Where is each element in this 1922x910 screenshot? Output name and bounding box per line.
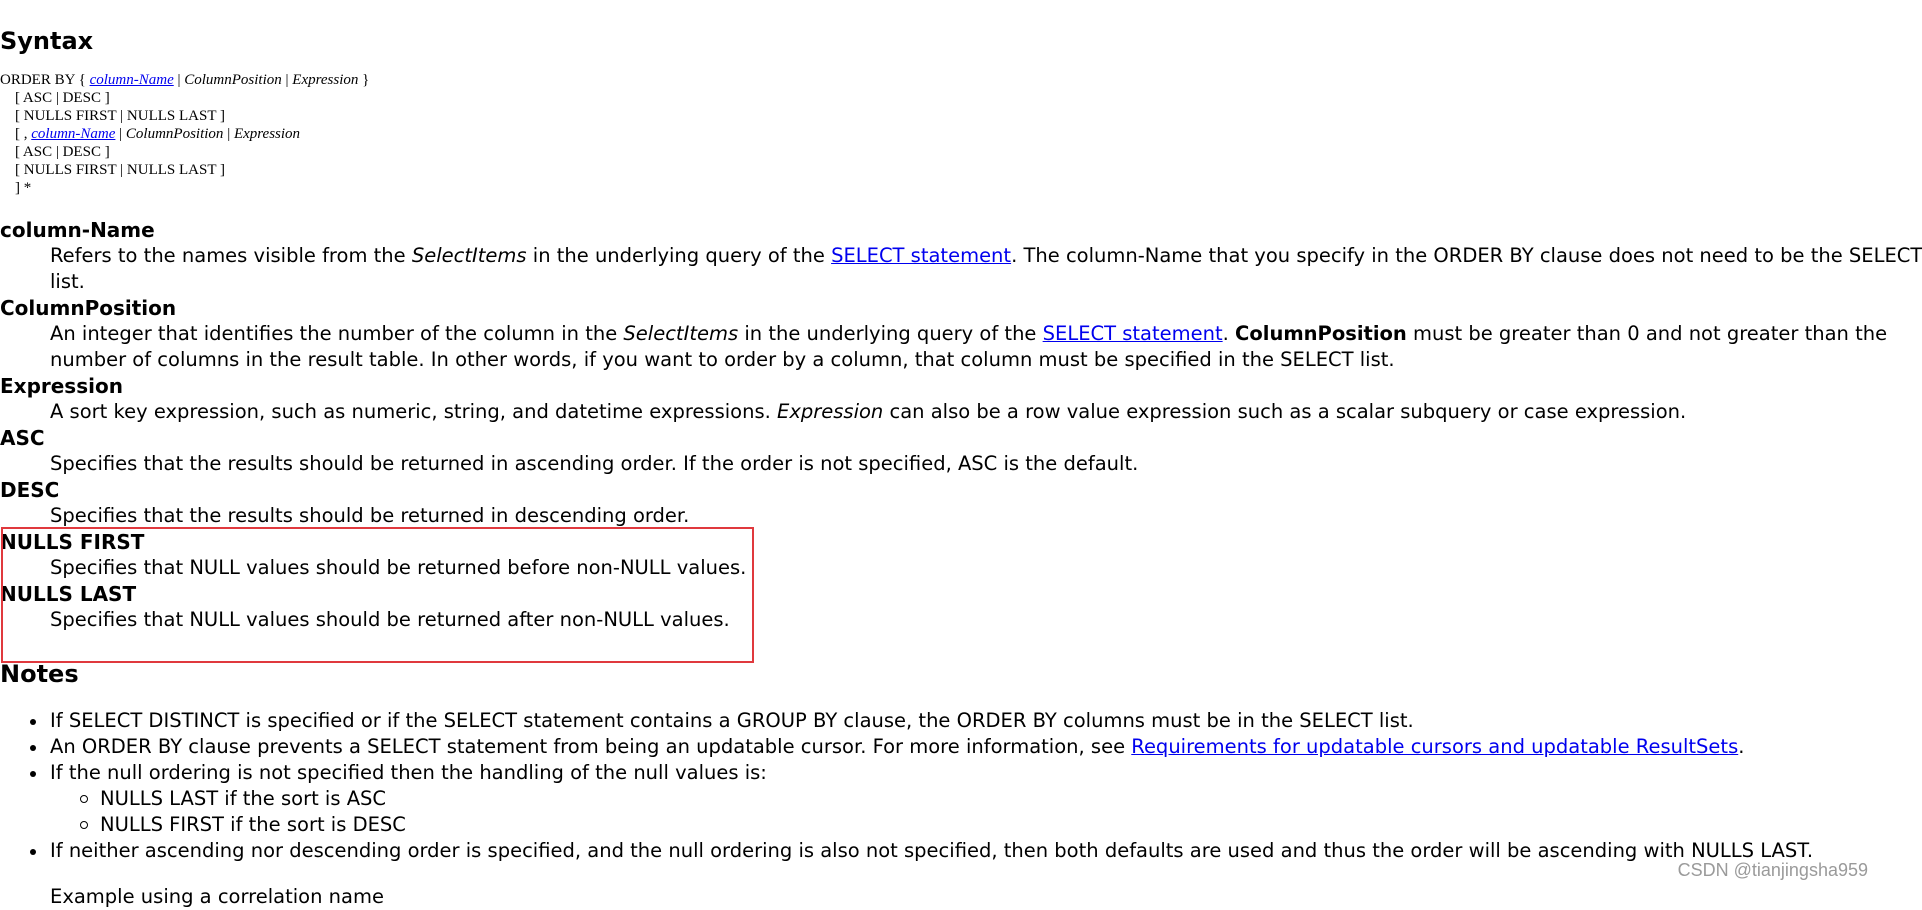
desc-asc: Specifies that the results should be returned in ascending order. If the order is not specified, ASC is the default. <box>50 452 1139 475</box>
desc-desc: Specifies that the results should be returned in descending order. <box>50 504 690 527</box>
term-expression: Expression <box>0 374 123 398</box>
syntax-column-name-link-2[interactable]: column-Name <box>31 126 116 142</box>
cutoff-text: Example using a correlation name <box>50 885 384 908</box>
term-column-position: ColumnPosition <box>0 296 177 320</box>
updatable-cursors-link[interactable]: Requirements for updatable cursors and updatable ResultSets <box>1131 735 1739 758</box>
syntax-line-3: [ NULLS FIRST | NULLS LAST ] <box>0 108 225 124</box>
term-desc: DESC <box>0 478 60 502</box>
desc-nulls-first: Specifies that NULL values should be returned before non-NULL values. <box>50 556 747 579</box>
select-statement-link[interactable]: SELECT statement <box>831 244 1012 267</box>
term-asc: ASC <box>0 426 45 450</box>
syntax-heading: Syntax <box>0 27 94 55</box>
sub-note-asc: NULLS LAST if the sort is ASC <box>50 786 1813 812</box>
note-null-ordering: If the null ordering is not specified then the handling of the null values is: NULLS LAST if the sort is ASC NULLS FIRST if the sort is DESC <box>0 760 1813 838</box>
note-neither: If neither ascending nor descending order is specified, and the null ordering is also not specified, then both defaults are used and thus the order will be ascending with NULLS LAST. <box>0 838 1813 864</box>
csdn-watermark: CSDN @tianjingsha959 <box>1677 860 1868 880</box>
syntax-block <box>0 71 369 197</box>
note-distinct: If SELECT DISTINCT is specified or if the SELECT statement contains a GROUP BY clause, the ORDER BY columns must be in the SELECT list. <box>0 708 1813 734</box>
red-highlight-box <box>1 527 754 663</box>
term-column-name: column-Name <box>0 218 155 242</box>
desc-column-name: Refers to the names visible from the SelectItems in the underlying query of the SELECT statement. The column-Name that you specify in the ORDER BY clause does not need to be the SELECT list. <box>50 244 1922 293</box>
syntax-line-5: [ ASC | DESC ] <box>0 144 110 160</box>
note-cursor: An ORDER BY clause prevents a SELECT statement from being an updatable cursor. For more information, see Requirements for updatable cursors and updatable ResultSets. <box>0 734 1813 760</box>
notes-list <box>0 708 1813 864</box>
sub-note-desc: NULLS FIRST if the sort is DESC <box>50 812 1813 838</box>
syntax-column-name-link[interactable]: column-Name <box>89 72 174 88</box>
syntax-line-4: [ , column-Name | ColumnPosition | Expression <box>0 126 301 142</box>
desc-nulls-last: Specifies that NULL values should be returned after non-NULL values. <box>50 608 730 631</box>
select-statement-link-2[interactable]: SELECT statement <box>1042 322 1223 345</box>
syntax-line-7: ] * <box>0 180 32 196</box>
null-ordering-sublist <box>50 786 1813 838</box>
syntax-line-6: [ NULLS FIRST | NULLS LAST ] <box>0 162 225 178</box>
desc-expression: A sort key expression, such as numeric, string, and datetime expressions. Expression can also be a row value expression such as a scalar subquery or case expression. <box>50 400 1687 423</box>
desc-column-position: An integer that identifies the number of the column in the SelectItems in the underlying query of the SELECT statement. ColumnPosition must be greater than 0 and not greater than the number of columns in the result table. In other words, if you want to order by a column, that column must be specified in the SELECT list. <box>50 322 1888 371</box>
term-nulls-last: NULLS LAST <box>0 582 137 606</box>
notes-heading: Notes <box>0 660 79 688</box>
term-nulls-first: NULLS FIRST <box>0 530 145 554</box>
syntax-line-2: [ ASC | DESC ] <box>0 90 110 106</box>
syntax-line-1: ORDER BY { column-Name | ColumnPosition | Expression } <box>0 72 370 88</box>
